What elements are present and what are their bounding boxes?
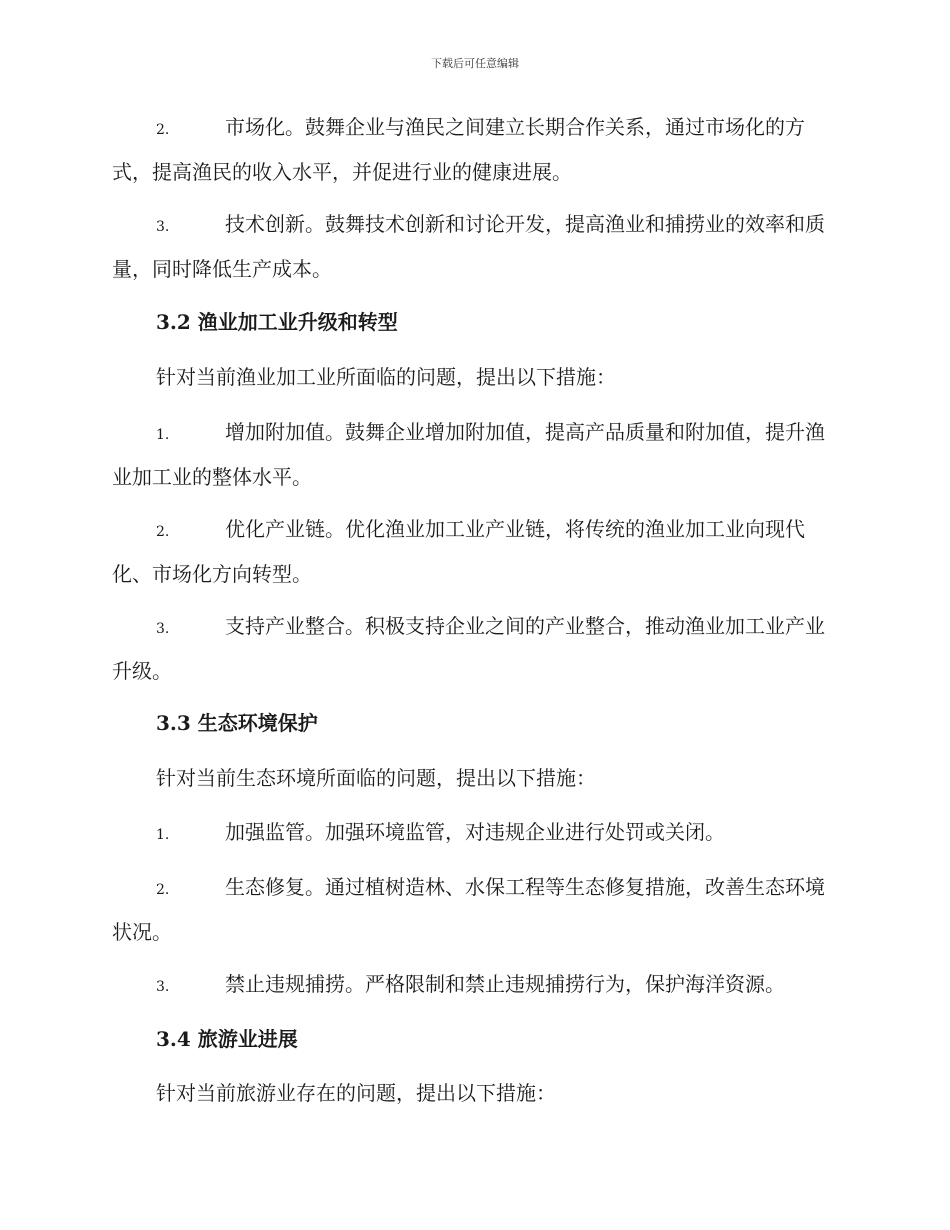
item-text: 支持产业整合。积极支持企业之间的产业整合，推动渔业加工业产业升级。 [112,614,825,683]
item-number: 1. [156,427,170,443]
item-number: 3. [156,979,170,995]
list-item [112,411,832,498]
list-item [112,106,832,193]
list-item [112,203,832,290]
item-number: 2. [156,524,170,540]
list-item [112,508,832,595]
section-heading: 3.4 旅游业进展 [156,1027,298,1051]
item-number: 2. [156,122,170,138]
item-text: 技术创新。鼓舞技术创新和讨论开发，提高渔业和捕捞业的效率和质量，同时降低生产成本。 [112,212,825,281]
item-text: 加强监管。加强环境监管，对违规企业进行处罚或关闭。 [225,820,725,844]
item-text: 生态修复。通过植树造林、水保工程等生态修复措施，改善生态环境状况。 [112,875,825,944]
item-text: 增加附加值。鼓舞企业增加附加值，提高产品质量和附加值，提升渔业加工业的整体水平。 [112,420,825,489]
section-heading: 3.2 渔业加工业升级和转型 [156,310,398,334]
list-item [112,866,832,953]
list-item [112,963,832,1008]
item-number: 3. [156,621,170,637]
item-number: 2. [156,882,170,898]
item-number: 3. [156,219,170,235]
paragraph: 针对当前旅游业存在的问题，提出以下措施： [156,1081,556,1105]
paragraph: 针对当前生态环境所面临的问题，提出以下措施： [156,766,596,790]
paragraph: 针对当前渔业加工业所面临的问题，提出以下措施： [156,365,616,389]
item-number: 1. [156,827,170,843]
section-heading: 3.3 生态环境保护 [156,711,318,735]
item-text: 优化产业链。优化渔业加工业产业链，将传统的渔业加工业向现代化、市场化方向转型。 [112,517,805,586]
list-item [112,811,832,856]
list-item [112,605,832,692]
item-text: 禁止违规捕捞。严格限制和禁止违规捕捞行为，保护海洋资源。 [225,972,785,996]
page-header: 下载后可任意编辑 [431,57,519,70]
item-text: 市场化。鼓舞企业与渔民之间建立长期合作关系，通过市场化的方式，提高渔民的收入水平，并促进行业的健康进展。 [112,115,805,184]
